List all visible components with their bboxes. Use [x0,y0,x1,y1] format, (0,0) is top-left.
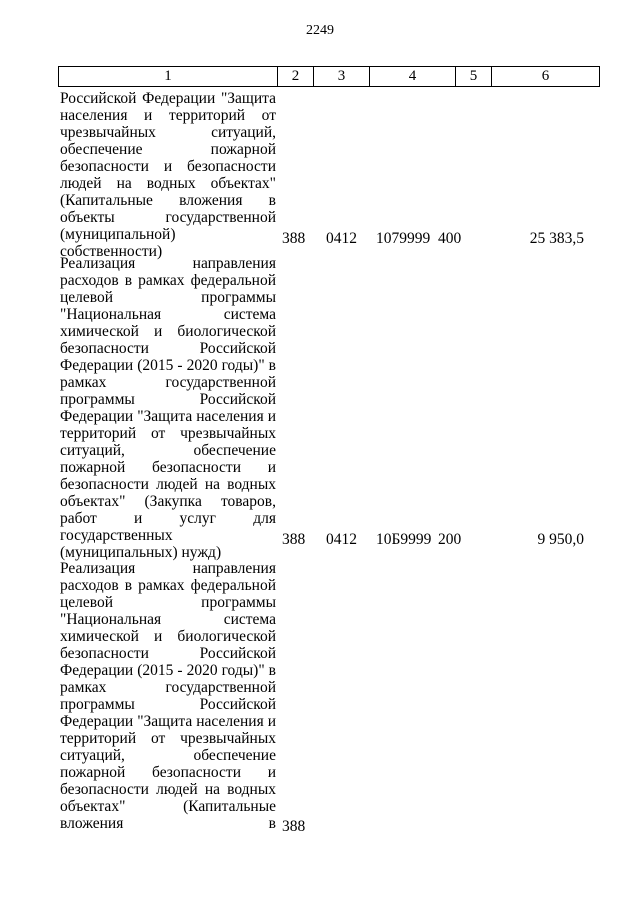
row-article: 10Б9999 [376,531,432,548]
row-code: 388 [282,818,306,835]
header-col-5: 5 [455,67,491,86]
page-number: 2249 [306,23,334,38]
row-expense-type: 200 [438,531,462,548]
header-col-6: 6 [491,67,599,86]
row-description: Реализация направления расходов в рамках федеральной целевой программы "Национальная система химической и биологической безопасности Российской Федерации (2015 - 2020 годы)" в рамках государственной программы Российской Федерации "Защита населения и территорий от чрезвычайных ситуаций, обеспечение пожарной безопасности и безопасности людей на водных объектах" (Капитальные вложения в [60,560,276,832]
row-code: 388 [282,531,306,548]
table-row [58,90,600,260]
header-col-1: 1 [164,68,172,84]
table-row [58,255,600,561]
row-description: Российской Федерации "Защита населения и территорий от чрезвычайных ситуаций, обеспечение пожарной безопасности и безопасности людей на водных объектах" (Капитальные вложения в объекты государственной (муниципальной) собственности) [60,90,276,260]
row-amount: 9 950,0 [537,531,584,548]
row-amount: 25 383,5 [529,230,584,247]
row-article: 1079999 [376,230,431,247]
row-expense-type: 400 [438,230,462,247]
row-description: Реализация направления расходов в рамках федеральной целевой программы "Национальная система химической и биологической безопасности Российской Федерации (2015 - 2020 годы)" в рамках государственной программы Российской Федерации "Защита населения и территорий от чрезвычайных ситуаций, обеспечение пожарной безопасности и безопасности людей на водных объектах" (Закупка товаров, работ и услуг для государственных (муниципальных) нужд) [60,255,276,561]
table-header [58,66,600,87]
row-section: 0412 [326,230,357,247]
row-code: 388 [282,230,306,247]
row-section: 0412 [326,531,357,548]
header-col-2: 2 [277,67,313,86]
header-col-3: 3 [313,67,369,86]
header-col-4: 4 [369,67,455,86]
table-row [58,560,600,835]
